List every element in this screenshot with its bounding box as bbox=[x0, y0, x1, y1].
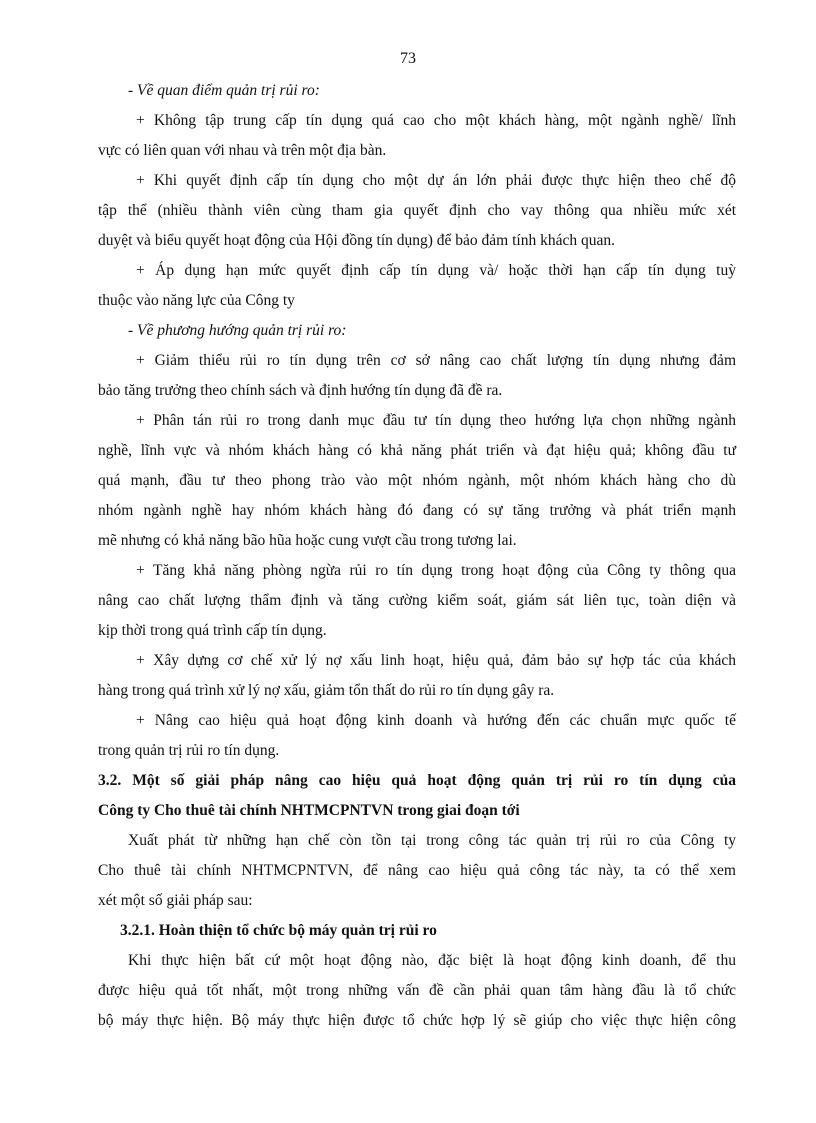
paragraph-line: Khi thực hiện bất cứ một hoạt động nào, đặc biệt là hoạt động kinh doanh, để thu bbox=[128, 952, 736, 969]
section-label-risk-direction: - Về phương hướng quản trị rủi ro: bbox=[128, 322, 347, 339]
paragraph-line: được hiệu quả tốt nhất, một trong những vấn đề cần phải quan tâm hàng đầu là tổ chức bbox=[98, 982, 736, 999]
paragraph-line: mẽ nhưng có khả năng bão hũa hoặc cung vượt cầu trong tương lai. bbox=[98, 532, 517, 549]
paragraph-line: trong quản trị rủi ro tín dụng. bbox=[98, 742, 280, 759]
paragraph-line: + Phân tán rủi ro trong danh mục đầu tư tín dụng theo hướng lựa chọn những ngành bbox=[136, 412, 736, 429]
paragraph-line: + Tăng khả năng phòng ngừa rủi ro tín dụng trong hoạt động của Công ty thông qua bbox=[136, 562, 736, 579]
paragraph-line: + Giảm thiểu rủi ro tín dụng trên cơ sở nâng cao chất lượng tín dụng nhưng đảm bbox=[136, 352, 736, 369]
paragraph-line: nâng cao chất lượng thẩm định và tăng cường kiểm soát, giám sát liên tục, toàn diện và bbox=[98, 592, 736, 609]
paragraph-line: kịp thời trong quá trình cấp tín dụng. bbox=[98, 622, 327, 639]
paragraph-line: + Không tập trung cấp tín dụng quá cao cho một khách hàng, một ngành nghề/ lĩnh bbox=[136, 112, 736, 129]
paragraph-line: + Áp dụng hạn mức quyết định cấp tín dụng và/ hoặc thời hạn cấp tín dụng tuỳ bbox=[136, 262, 736, 279]
paragraph-line: nhóm ngành nghề hay nhóm khách hàng đó đang có sự tăng trưởng và phát triển mạnh bbox=[98, 502, 736, 519]
paragraph-line: bảo tăng trưởng theo chính sách và định hướng tín dụng đã đề ra. bbox=[98, 382, 503, 399]
paragraph-line: + Xây dựng cơ chế xử lý nợ xấu linh hoạt, hiệu quả, đảm bảo sự hợp tác của khách bbox=[136, 652, 736, 669]
paragraph-line: vực có liên quan với nhau và trên một địa bàn. bbox=[98, 142, 387, 159]
section-heading-3-2-continued: Công ty Cho thuê tài chính NHTMCPNTVN trong giai đoạn tới bbox=[98, 802, 520, 819]
document-body bbox=[98, 76, 736, 1036]
paragraph-line: Xuất phát từ những hạn chế còn tồn tại trong công tác quản trị rủi ro của Công ty bbox=[128, 832, 736, 849]
paragraph-line: + Khi quyết định cấp tín dụng cho một dự án lớn phải được thực hiện theo chế độ bbox=[136, 172, 736, 189]
paragraph-line: quá mạnh, đầu tư theo phong trào vào một nhóm ngành, một nhóm khách hàng cho dù bbox=[98, 472, 736, 489]
paragraph-line: + Nâng cao hiệu quả hoạt động kinh doanh và hướng đến các chuẩn mực quốc tế bbox=[136, 712, 736, 729]
paragraph-line: duyệt và biểu quyết hoạt động của Hội đồng tín dụng) để bảo đảm tính khách quan. bbox=[98, 232, 615, 249]
section-heading-3-2: 3.2. Một số giải pháp nâng cao hiệu quả hoạt động quản trị rủi ro tín dụng của bbox=[98, 772, 736, 789]
paragraph-line: bộ máy thực hiện. Bộ máy thực hiện được tổ chức hợp lý sẽ giúp cho việc thực hiện công bbox=[98, 1012, 736, 1029]
paragraph-line: Cho thuê tài chính NHTMCPNTVN, để nâng cao hiệu quả công tác này, ta có thể xem bbox=[98, 862, 736, 879]
subsection-heading-3-2-1: 3.2.1. Hoàn thiện tổ chức bộ máy quản trị rủi ro bbox=[120, 922, 437, 939]
paragraph-line: tập thể (nhiều thành viên cùng tham gia quyết định cho vay thông qua nhiều mức xét bbox=[98, 202, 736, 219]
paragraph-line: nghề, lĩnh vực và nhóm khách hàng có khả năng phát triển và đạt hiệu quả; không đầu tư bbox=[98, 442, 736, 459]
paragraph-line: hàng trong quá trình xử lý nợ xấu, giảm tổn thất do rủi ro tín dụng gây ra. bbox=[98, 682, 555, 699]
section-label-risk-viewpoint: - Về quan điểm quản trị rủi ro: bbox=[128, 82, 320, 99]
paragraph-line: xét một số giải pháp sau: bbox=[98, 892, 253, 909]
page-number: 73 bbox=[400, 50, 416, 67]
paragraph-line: thuộc vào năng lực của Công ty bbox=[98, 292, 295, 309]
